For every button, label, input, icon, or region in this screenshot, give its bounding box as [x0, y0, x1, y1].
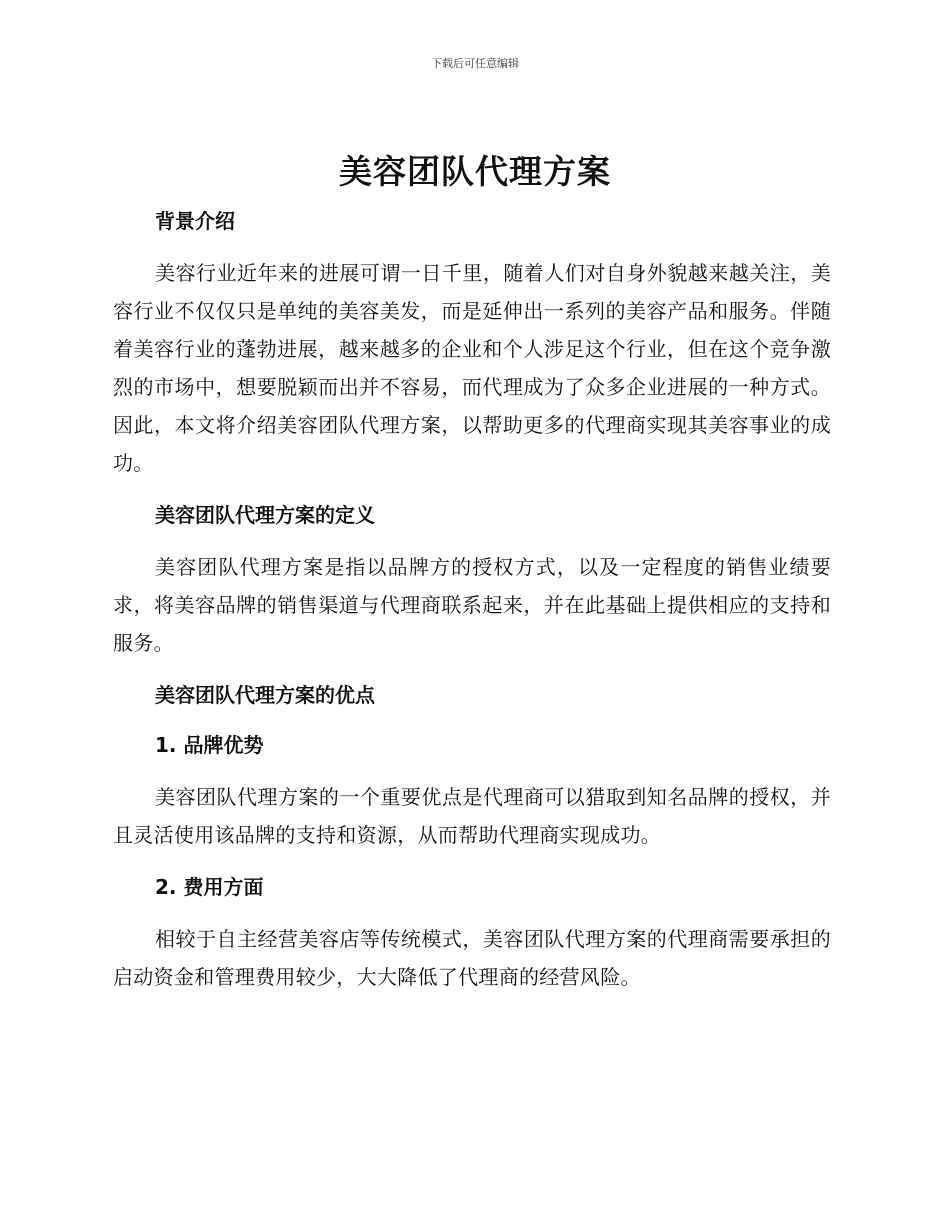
section-heading-definition: 美容团队代理方案的定义: [155, 503, 375, 527]
paragraph-background: 美容行业近年来的进展可谓一日千里，随着人们对自身外貌越来越关注，美容行业不仅仅只是单纯的美容美发，而是延伸出一系列的美容产品和服务。伴随着美容行业的蓬勃进展，越来越多的企业和个人涉足这个行业，但在这个竞争激烈的市场中，想要脱颖而出并不容易，而代理成为了众多企业进展的一种方式。因此，本文将介绍美容团队代理方案，以帮助更多的代理商实现其美容事业的成功。: [113, 261, 831, 475]
subheading-cost-advantage: 2. 费用方面: [155, 875, 264, 899]
header-note: 下载后可任意编辑: [431, 57, 519, 70]
paragraph-brand-advantage: 美容团队代理方案的一个重要优点是代理商可以猎取到知名品牌的授权，并且灵活使用该品牌的支持和资源，从而帮助代理商实现成功。: [113, 785, 831, 847]
document-title: 美容团队代理方案: [339, 152, 611, 191]
section-heading-background: 背景介绍: [155, 209, 235, 233]
subheading-brand-advantage: 1. 品牌优势: [155, 733, 264, 757]
document-body: [113, 204, 831, 996]
paragraph-cost-advantage: 相较于自主经营美容店等传统模式，美容团队代理方案的代理商需要承担的启动资金和管理费用较少，大大降低了代理商的经营风险。: [113, 927, 831, 989]
paragraph-definition: 美容团队代理方案是指以品牌方的授权方式，以及一定程度的销售业绩要求，将美容品牌的销售渠道与代理商联系起来，并在此基础上提供相应的支持和服务。: [113, 555, 831, 655]
section-heading-advantages: 美容团队代理方案的优点: [155, 683, 375, 707]
